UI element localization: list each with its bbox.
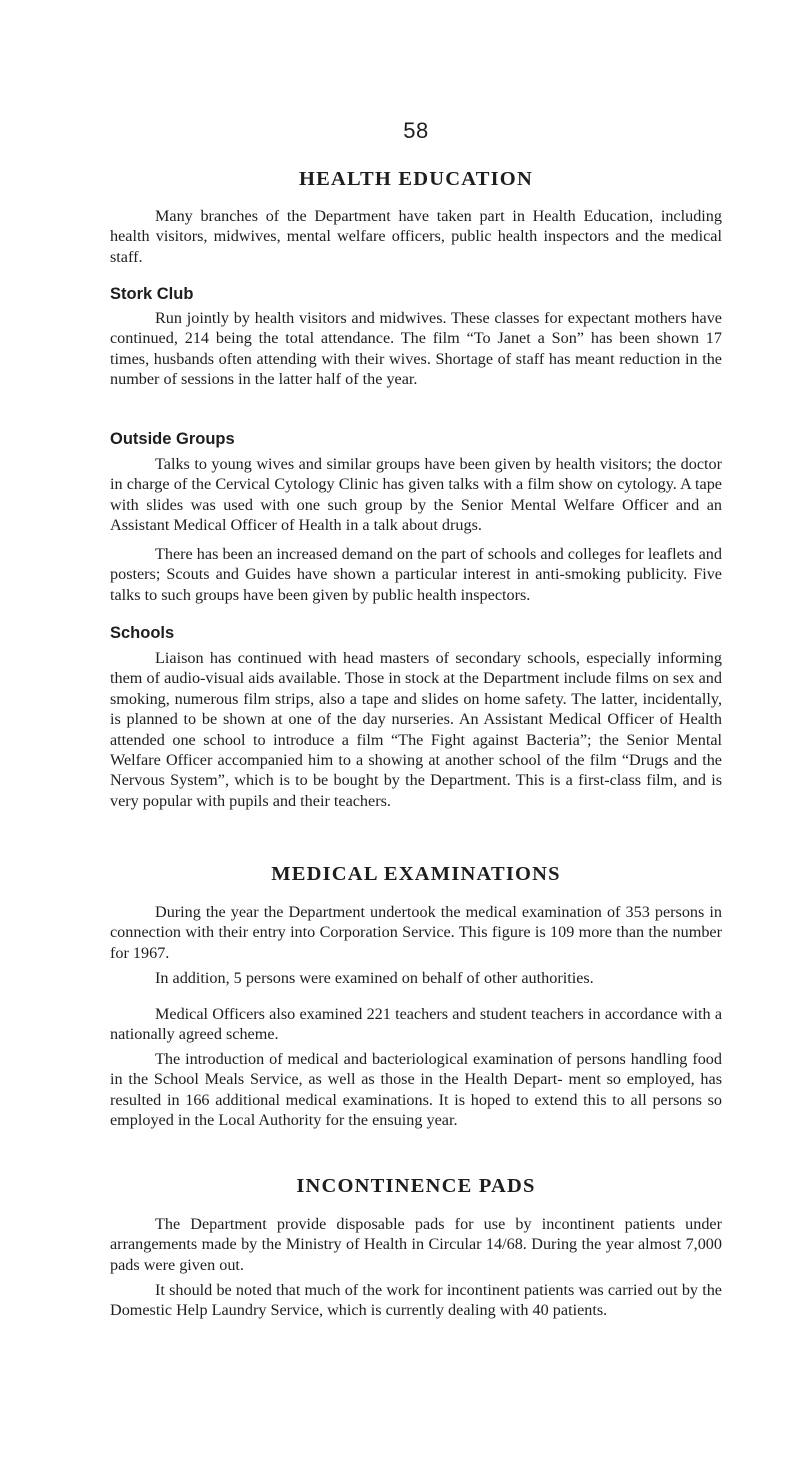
medical-examinations-paragraph-3: Medical Officers also examined 221 teachers and student teachers in accordance with a nationally agreed scheme. (110, 1005, 722, 1044)
page-number: 58 (403, 118, 429, 143)
medical-examinations-paragraph-2: In addition, 5 persons were examined on behalf of other authorities. (155, 969, 594, 987)
heading-medical-examinations: MEDICAL EXAMINATIONS (271, 863, 561, 885)
incontinence-pads-paragraph-1: The Department provide disposable pads for use by incontinent patients under arrangements made by the Ministry of Health in Circular 14/68. During the year almost 7,000 pads were given out. (110, 1215, 722, 1274)
stork-club-paragraph: Run jointly by health visitors and midwives. These classes for expectant mothers have continued, 214 being the total attendance. The film “To Janet a Son” has been shown 17 times, husbands often attending with their wives. Shortage of staff has meant reduction in the number of sessions in the latter half of the year. (110, 309, 722, 389)
medical-examinations-paragraph-1: During the year the Department undertook the medical examination of 353 persons in connection with their entry into Corporation Service. This figure is 109 more than the number for 1967. (110, 903, 722, 962)
outside-groups-paragraph-1: Talks to young wives and similar groups have been given by health visitors; the doctor in charge of the Cervical Cytology Clinic has given talks with a film show on cytology. A tape with slides was used with one such group by the Senior Mental Welfare Officer and an Assistant Medical Officer of Health in a talk about drugs. (110, 455, 722, 535)
schools-paragraph: Liaison has continued with head masters of secondary schools, especially informing them of audio-visual aids available. Those in stock at the Department include films on sex and smoking, numerous film strips, also a tape and slides on home safety. The latter, incidentally, is planned to be shown at one of the day nurseries. An Assistant Medical Officer of Health attended one school to introduce a film “The Fight against Bacteria”; the Senior Mental Welfare Officer accompanied him to a showing at another school of the film “Drugs and the Nervous System”, which is to be bought by the Department. This is a first-class film, and is very popular with pupils and their teachers. (110, 649, 722, 810)
outside-groups-paragraph-2: There has been an increased demand on the part of schools and colleges for leaflets and posters; Scouts and Guides have shown a particular interest in anti-smoking publicity. Five talks to such groups have been given by public health inspectors. (110, 545, 722, 604)
medical-examinations-paragraph-4: The introduction of medical and bacteriological examination of persons handling food in the School Meals Service, as well as those in the Health Depart- ment so employed, has resulted in 166 additional medical examinations. It is hoped to extend this to all persons so employed in the Local Authority for the ensuing year. (110, 1050, 722, 1130)
health-education-intro: Many branches of the Department have taken part in Health Education, including health visitors, midwives, mental welfare officers, public health inspectors and the medical staff. (110, 207, 722, 266)
heading-health-education: HEALTH EDUCATION (299, 168, 533, 190)
incontinence-pads-paragraph-2: It should be noted that much of the work for incontinent patients was carried out by the Domestic Help Laundry Service, which is currently dealing with 40 patients. (110, 1281, 722, 1320)
heading-incontinence-pads: INCONTINENCE PADS (296, 1175, 536, 1197)
subheading-outside-groups: Outside Groups (110, 430, 235, 448)
subheading-schools: Schools (110, 624, 175, 642)
subheading-stork-club: Stork Club (110, 285, 194, 303)
